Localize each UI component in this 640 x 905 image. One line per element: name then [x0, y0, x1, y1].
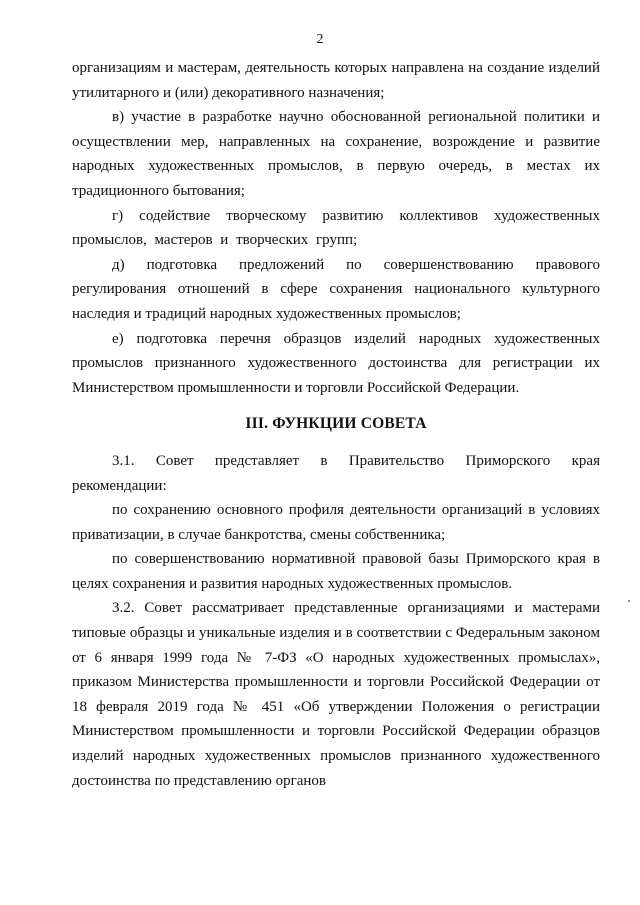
paragraph-item-d: д) подготовка предложений по совершенствованию правового регулирования отношений в сфере сохранения национального культурного наследия и традиций народных художественных промыслов; [72, 256, 600, 322]
scan-speck [628, 600, 630, 602]
paragraph-item-v: в) участие в разработке научно обоснованной региональной политики и осуществлении мер, направленных на сохранение, возрождение и развитие народных художественных промыслов, в первую очередь, в местах их традиционного бытования; [72, 109, 600, 199]
paragraph-item-e: е) подготовка перечня образцов изделий народных художественных промыслов признанного художественного достоинства для регистрации их Министерством промышленности и торговли Российской Федерации. [72, 330, 600, 396]
paragraph-3-1: 3.1. Совет представляет в Правительство Приморского края рекомендации: [72, 452, 600, 494]
paragraph-continuation: организациям и мастерам, деятельность которых направлена на создание изделий утилитарного и (или) декоративного назначения; [72, 60, 600, 101]
paragraph-recommendation-1: по сохранению основного профиля деятельности организаций в условиях приватизации, в случае банкротства, смены собственника; [72, 502, 600, 543]
paragraph-item-g: г) содействие творческому развитию коллективов художественных промыслов, мастеров и творческих групп; [72, 207, 600, 249]
section-heading: III. ФУНКЦИИ СОВЕТА [245, 415, 427, 433]
paragraph-recommendation-2: по совершенствованию нормативной правовой базы Приморского края в целях сохранения и развития народных художественных промыслов. [72, 551, 600, 592]
document-body [72, 56, 600, 793]
paragraph-3-2: 3.2. Совет рассматривает представленные организациями и мастерами типовые образцы и уникальные изделия и в соответствии с Федеральным законом от 6 января 1999 года № 7-ФЗ «О народных художественных промыслах», приказом Министерства промышленности и торговли Российской Федерации от 18 февраля 2019 года № 451 «Об утверждении Положения о регистрации Министерством промышленности и торговли Российской Федерации образцов изделий народных художественных промыслов признанного художественного достоинства по представлению органов [72, 600, 600, 789]
page-number: 2 [316, 32, 324, 47]
